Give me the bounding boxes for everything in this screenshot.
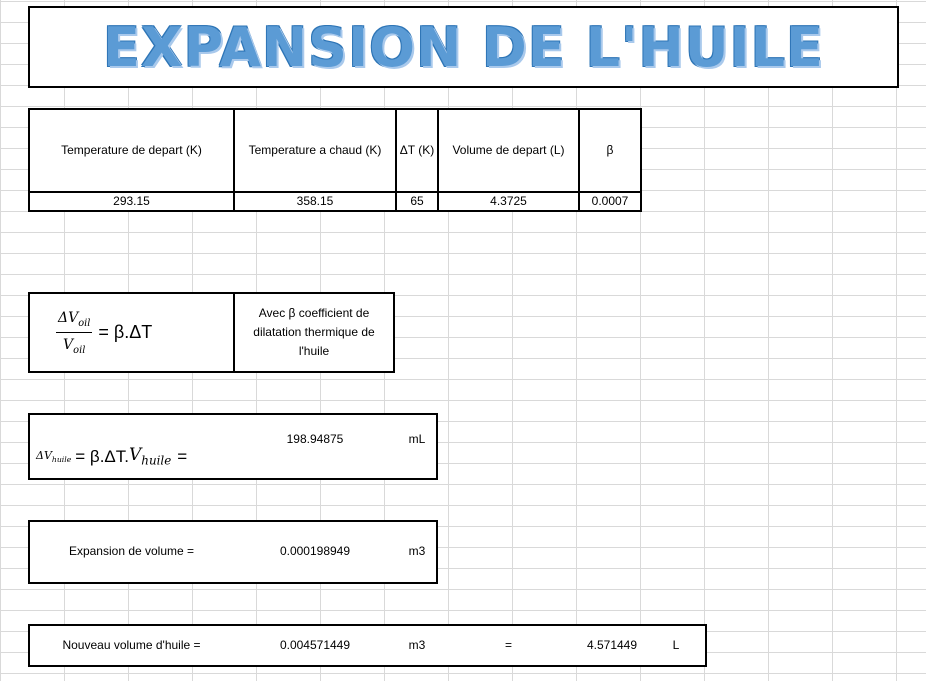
value-temp-chaud[interactable]: 358.15 <box>296 193 334 208</box>
expansion-unit[interactable]: m3 <box>408 544 426 559</box>
delta-volume-unit[interactable]: mL <box>408 432 426 447</box>
new-volume-box <box>28 624 707 667</box>
data-table <box>28 108 642 212</box>
header-volume-depart[interactable]: Volume de depart (L) <box>452 142 565 157</box>
formula-ratio-rhs: = β.ΔT <box>98 322 153 343</box>
new-volume-unit-l[interactable]: L <box>672 637 680 652</box>
formula-ratio[interactable] <box>30 294 233 371</box>
new-volume-equals[interactable]: = <box>504 637 512 652</box>
page-title: EXPANSION DE L'HUILE <box>103 15 824 79</box>
beta-note[interactable]: Avec β coefficient de dilatation thermique de l'huile <box>253 305 375 359</box>
delta-volume-box <box>28 413 438 480</box>
ratio-fraction: $\frac{\Delta V_{oil}}{V_{oil}}$ <box>56 307 92 359</box>
title-box <box>28 6 899 88</box>
value-temp-depart[interactable]: 293.15 <box>113 193 150 208</box>
value-volume-depart[interactable]: 4.3725 <box>490 193 527 208</box>
new-volume-unit-m3[interactable]: m3 <box>408 637 426 652</box>
expansion-box <box>28 520 438 584</box>
header-temp-chaud[interactable]: Temperature a chaud (K) <box>248 142 382 157</box>
formula-ratio-box <box>28 292 395 373</box>
header-delta-t[interactable]: ΔT (K) <box>399 142 435 157</box>
header-beta[interactable]: β <box>606 142 614 157</box>
expansion-value[interactable]: 0.000198949 <box>279 544 351 559</box>
new-volume-value-l[interactable]: 4.571449 <box>586 637 638 652</box>
value-beta[interactable]: 0.0007 <box>591 193 629 208</box>
value-delta-t[interactable]: 65 <box>410 193 424 208</box>
formula-delta-volume[interactable]: $\Delta V_{huile}$ = β.ΔT. $V_{huile}$ = <box>36 445 188 468</box>
expansion-label[interactable]: Expansion de volume = <box>68 544 195 559</box>
delta-volume-value[interactable]: 198.94875 <box>286 432 344 447</box>
header-temp-depart[interactable]: Temperature de depart (K) <box>61 142 202 157</box>
new-volume-label[interactable]: Nouveau volume d'huile = <box>62 637 201 652</box>
new-volume-value-m3[interactable]: 0.004571449 <box>279 637 351 652</box>
